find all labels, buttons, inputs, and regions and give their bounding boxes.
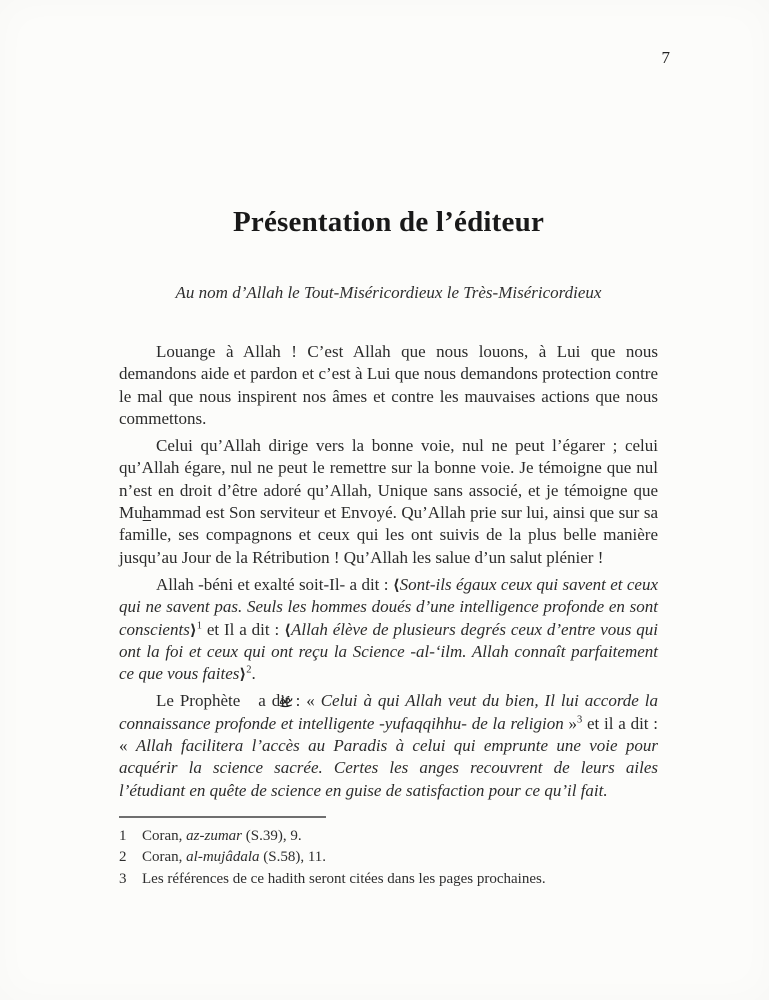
footnote-text (142, 847, 658, 869)
footnote-number: 2 (119, 849, 127, 866)
text-segment: al-mujâdala (186, 849, 260, 866)
body-text (119, 341, 658, 802)
text-segment: Allah élève de plusieurs degrés ceux d’entre vous qui ont la foi et ceux qui ont reçu la Science -al-‘ilm. Allah connaît parfaitement ce que vous faites (119, 619, 658, 684)
footnotes-list (119, 826, 658, 891)
footnote-number: 3 (119, 870, 127, 887)
text-segment: ⟨ (284, 620, 291, 639)
text-segment: Coran, (142, 827, 187, 844)
footnote (119, 847, 658, 869)
text-segment: ⟩ (239, 665, 247, 684)
text-segment: h (142, 503, 152, 523)
text-segment: Le Prophète (156, 691, 241, 711)
text-segment: . (251, 664, 256, 684)
text-segment: ⟨ (392, 575, 400, 594)
text-segment: » (563, 713, 577, 733)
text-segment: et il a dit : « (119, 713, 659, 756)
footnote (119, 869, 658, 891)
text-segment: Allah facilitera l’accès au Paradis à celui qui emprunte une voie pour acquérir la science sacrée. Certes les anges recouvrent de leurs ailes l’étudiant en quête de science en guise de satisfaction pour ce qu’il fait. (119, 736, 658, 800)
footnote-ref: 2 (246, 664, 252, 676)
paragraph (119, 574, 658, 685)
sallallahu-alayhi-wa-sallam-icon (241, 693, 257, 708)
text-segment: Coran, (142, 849, 187, 866)
text-segment: Les références de ce hadith seront citées dans les pages prochaines. (142, 870, 546, 887)
footnote-number: 1 (119, 827, 127, 844)
text-segment: ⟩ (189, 620, 197, 639)
paragraph (119, 341, 658, 430)
text-segment: Allah -béni et exalté soit-Il- a dit : (156, 574, 393, 594)
text-segment: az-zumar (186, 827, 243, 844)
basmala-line: Au nom d’Allah le Tout-Miséricordieux le Très-Miséricordieux (175, 283, 602, 302)
text-segment: a dit : « (258, 691, 321, 711)
text-segment: Celui qu’Allah dirige vers la bonne voie, nul ne peut l’égarer ; celui qu’Allah égare, nul ne peut le remettre sur la bonne voie. Je témoigne que nul n’est en droit d’être adoré qu’Allah, Unique sans associé, et je témoigne que Mu (119, 436, 658, 523)
footnote-ref: 1 (196, 619, 202, 631)
text-segment: (S.39), 9. (242, 827, 302, 844)
text-segment: (S.58), 11. (259, 849, 327, 866)
footnote (119, 826, 658, 848)
footnote-text (142, 826, 658, 848)
footnote-ref: 3 (577, 714, 583, 726)
page-number: 7 (661, 48, 670, 67)
paragraph (119, 690, 658, 801)
text-segment: Celui à qui Allah veut du bien, Il lui accorde la connaissance profonde et intelligente -yufaqqihhu- de la religion (119, 691, 658, 733)
text-segment: Sont-ils égaux ceux qui savent et ceux qui ne savent pas. Seuls les hommes doués d’une intelligence profonde en sont conscients (119, 574, 658, 639)
footnotes-section (119, 816, 658, 891)
text-segment: et Il a dit : (201, 619, 285, 639)
page-title: Présentation de l’éditeur (232, 206, 545, 238)
footnote-text (142, 869, 658, 891)
text-segment: Louange à Allah ! C’est Allah que nous louons, à Lui que nous demandons aide et pardon et c’est à Lui que nous demandons protection contre le mal que nous inspirent nos âmes et contre les mauvaises actions que nous commettons. (119, 342, 658, 428)
footnote-separator (119, 816, 326, 818)
paragraph (119, 435, 658, 569)
text-segment: ammad est Son serviteur et Envoyé. Qu’Allah prie sur lui, ainsi que sur sa famille, ses compagnons et ceux qui les ont suivis de la plus belle manière jusqu’au Jour de la Rétribution ! Qu’Allah les salue d’un salut plénier ! (119, 503, 658, 567)
